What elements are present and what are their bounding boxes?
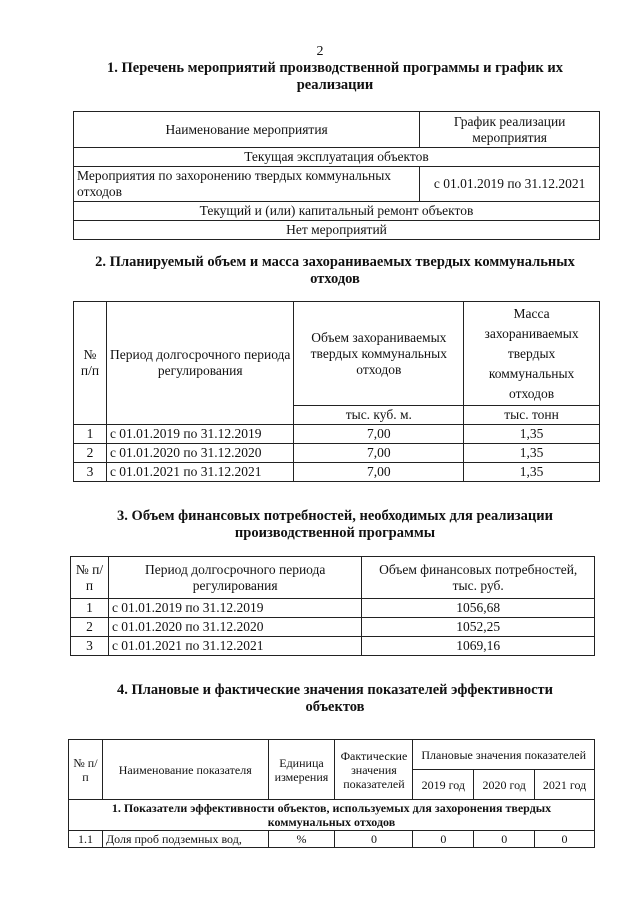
row-num: 1.1 [69,831,103,848]
table-row [71,618,595,637]
num-header: № п/п [74,302,107,425]
table-row [74,425,600,444]
activity-name-cell: Мероприятия по захоронению твердых коммунальных отходов [74,167,420,202]
row-mass: 1,35 [464,463,600,482]
planned-values-header: Плановые значения показателей [413,740,595,770]
waste-volume-table [73,301,600,482]
section1-title [70,60,600,94]
mass-header: Масса захораниваемых твердых коммунальных отходов [464,302,600,406]
row-amount: 1056,68 [362,599,595,618]
row-num: 1 [71,599,109,618]
section2-title-line1: 2. Планируемый объем и масса захораниваемых твердых коммунальных [95,254,575,270]
group-current-operation: Текущая эксплуатация объектов [74,148,600,167]
table-row [74,463,600,482]
activity-name-header: Наименование мероприятия [74,112,420,148]
section4-title [70,682,600,716]
section3-title [70,508,600,542]
row-period: с 01.01.2019 по 31.12.2019 [106,425,294,444]
row-actual: 0 [335,831,413,848]
row-period: с 01.01.2019 по 31.12.2019 [108,599,361,618]
period-header: Период долгосрочного периода регулирования [106,302,294,425]
row-indicator-name: Доля проб подземных вод, [102,831,268,848]
row-amount: 1069,16 [362,637,595,656]
mass-unit: тыс. тонн [464,406,600,425]
activity-schedule-cell: с 01.01.2019 по 31.12.2021 [420,167,600,202]
table-row [71,599,595,618]
row-period: с 01.01.2020 по 31.12.2020 [108,618,361,637]
row-2021: 0 [535,831,595,848]
num-header: № п/п [69,740,103,800]
row-num: 3 [74,463,107,482]
volume-unit: тыс. куб. м. [294,406,464,425]
section1-title-line1: 1. Перечень мероприятий производственной программы и график их [107,60,563,76]
row-volume: 7,00 [294,425,464,444]
volume-header: Объем захораниваемых твердых коммунальных отходов [294,302,464,406]
period-header: Период долгосрочного периода регулирования [108,557,361,599]
row-num: 1 [74,425,107,444]
section4-title-line2: объектов [305,699,365,715]
unit-header: Единица измерения [268,740,335,800]
row-period: с 01.01.2020 по 31.12.2020 [106,444,294,463]
section3-title-line1: 3. Объем финансовых потребностей, необходимых для реализации [117,508,553,524]
section2-title [70,254,600,288]
table-row [69,831,595,848]
no-activities-cell: Нет мероприятий [74,221,600,240]
section4-title-line1: 4. Плановые и фактические значения показателей эффективности [116,682,553,698]
row-mass: 1,35 [464,425,600,444]
table-row [74,444,600,463]
actual-values-header: Фактические значения показателей [335,740,413,800]
row-2020: 0 [474,831,535,848]
page-number: 2 [316,44,324,59]
schedule-header: График реализации мероприятия [420,112,600,148]
amount-header: Объем финансовых потребностей, тыс. руб. [362,557,595,599]
row-unit: % [268,831,335,848]
section1-title-line2: реализации [296,77,374,93]
row-amount: 1052,25 [362,618,595,637]
row-2019: 0 [413,831,474,848]
row-volume: 7,00 [294,444,464,463]
row-num: 2 [71,618,109,637]
activities-table [73,111,600,240]
section3-title-line2: производственной программы [234,525,436,541]
efficiency-indicators-table [68,739,595,848]
year-2020-header: 2020 год [474,770,535,800]
year-2021-header: 2021 год [535,770,595,800]
row-period: с 01.01.2021 по 31.12.2021 [108,637,361,656]
financial-needs-table [70,556,595,656]
row-period: с 01.01.2021 по 31.12.2021 [106,463,294,482]
table-row [71,637,595,656]
row-num: 2 [74,444,107,463]
group-repair: Текущий и (или) капитальный ремонт объектов [74,202,600,221]
indicator-name-header: Наименование показателя [102,740,268,800]
num-header: № п/п [71,557,109,599]
indicator-group-1: 1. Показатели эффективности объектов, используемых для захоронения твердых коммунальных отходов [69,800,595,831]
row-num: 3 [71,637,109,656]
row-mass: 1,35 [464,444,600,463]
year-2019-header: 2019 год [413,770,474,800]
row-volume: 7,00 [294,463,464,482]
section2-title-line2: отходов [310,271,360,287]
